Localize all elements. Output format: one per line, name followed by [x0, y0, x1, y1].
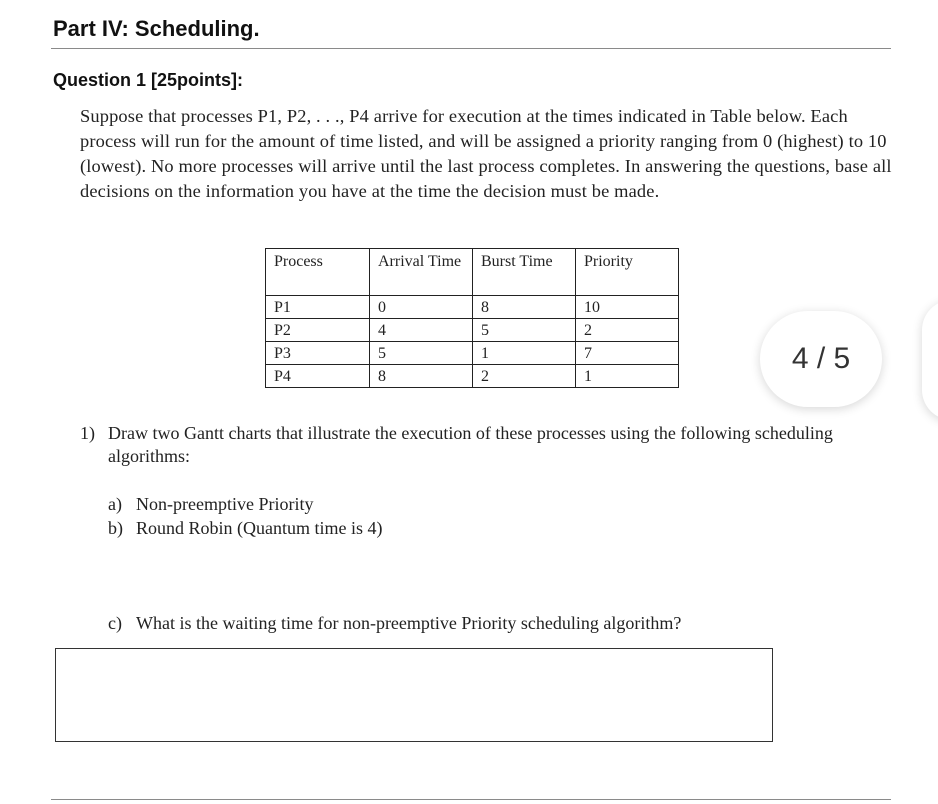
- sub-question-b-text: Round Robin (Quantum time is 4): [136, 518, 383, 538]
- header-process: Process: [266, 249, 370, 296]
- header-priority: Priority: [576, 249, 679, 296]
- part-title: Part IV: Scheduling.: [53, 16, 260, 41]
- cell-burst: 1: [473, 342, 576, 365]
- scroll-handle[interactable]: [922, 300, 938, 420]
- cell-arrival: 5: [370, 342, 473, 365]
- process-table: [265, 248, 679, 388]
- footer-divider: [51, 799, 891, 800]
- answer-box[interactable]: [55, 648, 773, 742]
- cell-process: P1: [266, 296, 370, 319]
- cell-priority: 1: [576, 365, 679, 388]
- table-row: [266, 319, 679, 342]
- cell-arrival: 8: [370, 365, 473, 388]
- header-arrival-time: Arrival Time: [370, 249, 473, 296]
- cell-burst: 2: [473, 365, 576, 388]
- sub-question-a-text: Non-preemptive Priority: [136, 494, 314, 514]
- title-divider: [51, 48, 891, 49]
- page-indicator[interactable]: 4 / 5: [760, 311, 882, 407]
- question-1-text: Draw two Gantt charts that illustrate the execution of these processes using the following scheduling algorithms:: [108, 423, 833, 466]
- table-row: [266, 365, 679, 388]
- sub-question-a-label: a): [108, 494, 122, 514]
- cell-arrival: 0: [370, 296, 473, 319]
- sub-question-c-text: What is the waiting time for non-preemptive Priority scheduling algorithm?: [136, 613, 682, 633]
- question-intro: Suppose that processes P1, P2, . . ., P4 arrive for execution at the times indicated in Table below. Each process will run for the amount of time listed, and will be assigned a priority ranging from 0 (highest) to 10 (lowest). No more processes will arrive until the last process completes. In answering the questions, base all decisions on the information you have at the time the decision must be made.: [80, 106, 892, 201]
- cell-priority: 10: [576, 296, 679, 319]
- sub-question-c-label: c): [108, 613, 122, 633]
- question-1-number: 1): [80, 423, 95, 443]
- question-title: Question 1 [25points]:: [53, 70, 244, 90]
- table-row: [266, 342, 679, 365]
- cell-burst: 8: [473, 296, 576, 319]
- cell-priority: 2: [576, 319, 679, 342]
- cell-process: P4: [266, 365, 370, 388]
- cell-burst: 5: [473, 319, 576, 342]
- table-header-row: [266, 249, 679, 296]
- cell-arrival: 4: [370, 319, 473, 342]
- header-burst-time: Burst Time: [473, 249, 576, 296]
- cell-process: P3: [266, 342, 370, 365]
- cell-priority: 7: [576, 342, 679, 365]
- table-row: [266, 296, 679, 319]
- sub-question-b-label: b): [108, 518, 123, 538]
- cell-process: P2: [266, 319, 370, 342]
